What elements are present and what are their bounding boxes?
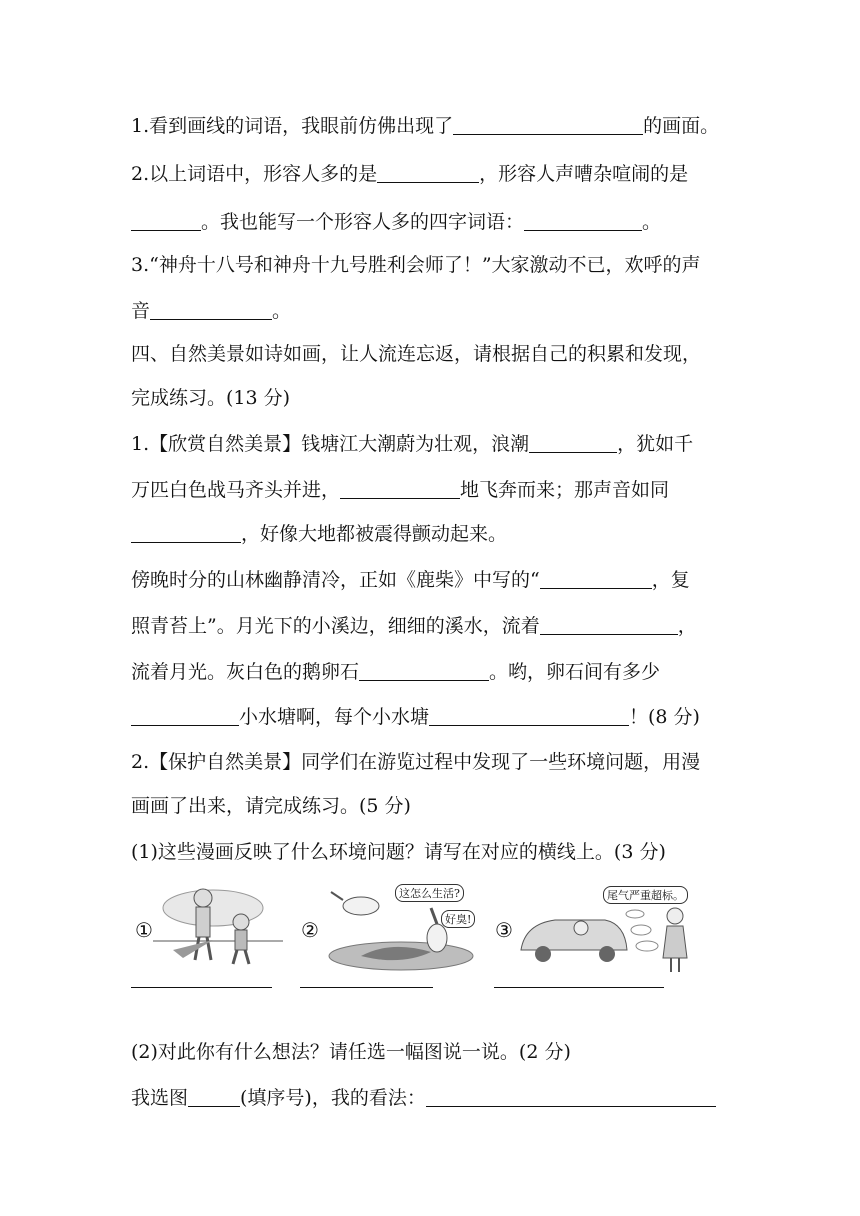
answer-blank[interactable] <box>131 522 241 543</box>
answer-line-figure-1[interactable] <box>131 987 272 988</box>
answer-blank[interactable] <box>377 162 479 183</box>
q2-line1: 2.以上词语中，形容人多的是 ，形容人声嘈杂喧闹的是 <box>131 163 689 185</box>
figure-label: ① <box>135 918 153 942</box>
answer-blank[interactable] <box>540 568 652 589</box>
speech-bubble: 这怎么生活? <box>395 884 464 902</box>
p1-line7: 小水塘啊，每个小水塘 ！(8 分) <box>131 703 731 731</box>
speech-bubble: 好臭! <box>441 910 475 928</box>
answer-line-figure-3[interactable] <box>494 987 664 988</box>
section4-title-cont: 完成练习。(13 分) <box>131 387 291 409</box>
answer-blank[interactable] <box>540 614 678 635</box>
q2-line2: 。我也能写一个形容人多的四字词语： 。 <box>131 208 731 236</box>
p2-q2: (2)对此你有什么想法？请任选一幅图说一说。(2 分) <box>131 1041 571 1063</box>
p1-line6: 流着月光。灰白色的鹅卵石 。哟，卵石间有多少 <box>131 661 661 683</box>
figure-1 <box>131 880 281 980</box>
p1-line3: ，好像大地都被震得颤动起来。 <box>131 520 731 548</box>
p2-line2: 画画了出来，请完成练习。(5 分) <box>131 795 411 817</box>
p2-line1: 2.【保护自然美景】同学们在游览过程中发现了一些环境问题，用漫 <box>131 751 701 773</box>
p1-line4: 傍晚时分的山林幽静清冷，正如《鹿柴》中写的“ ，复 <box>131 569 690 591</box>
p2-q1: (1)这些漫画反映了什么环境问题？请写在对应的横线上。(3 分) <box>131 841 666 863</box>
tree-cutting-cartoon-icon <box>153 880 283 980</box>
p1-line1: 1.【欣赏自然美景】钱塘江大潮蔚为壮观，浪潮 ，犹如千 <box>131 433 694 455</box>
p1-line2: 万匹白色战马齐头并进， 地飞奔而来；那声音如同 <box>131 479 670 501</box>
p1-line5: 照青苔上”。月光下的小溪边，细细的溪水，流着 ， <box>131 615 697 637</box>
cartoon-figures <box>131 880 751 980</box>
answer-blank[interactable] <box>453 114 643 135</box>
figure-3 <box>491 880 711 980</box>
answer-blank[interactable] <box>188 1086 240 1107</box>
figure-2 <box>301 880 501 980</box>
q3-line2: 音 。 <box>131 300 292 322</box>
answer-blank[interactable] <box>529 432 617 453</box>
answer-blank[interactable] <box>340 478 460 499</box>
answer-blank[interactable] <box>150 299 272 320</box>
answer-blank[interactable] <box>359 660 489 681</box>
answer-blank[interactable] <box>426 1086 716 1107</box>
answer-line-figure-2[interactable] <box>300 987 433 988</box>
q3-line1: 3.“神舟十八号和神舟十九号胜利会师了！”大家激动不已，欢呼的声 <box>131 254 701 276</box>
p2-q2-answer: 我选图 (填序号)，我的看法： <box>131 1084 731 1112</box>
answer-blank[interactable] <box>429 705 629 726</box>
speech-bubble: 尾气严重超标。 <box>603 886 688 904</box>
answer-blank[interactable] <box>131 705 239 726</box>
q1-line: 1.看到画线的词语，我眼前仿佛出现了 的画面。 <box>131 115 720 137</box>
figure-label: ② <box>301 918 319 942</box>
figure-label: ③ <box>495 918 513 942</box>
section4-title: 四、自然美景如诗如画，让人流连忘返，请根据自己的积累和发现， <box>131 343 702 365</box>
answer-blank[interactable] <box>524 210 642 231</box>
answer-blank[interactable] <box>131 210 201 231</box>
